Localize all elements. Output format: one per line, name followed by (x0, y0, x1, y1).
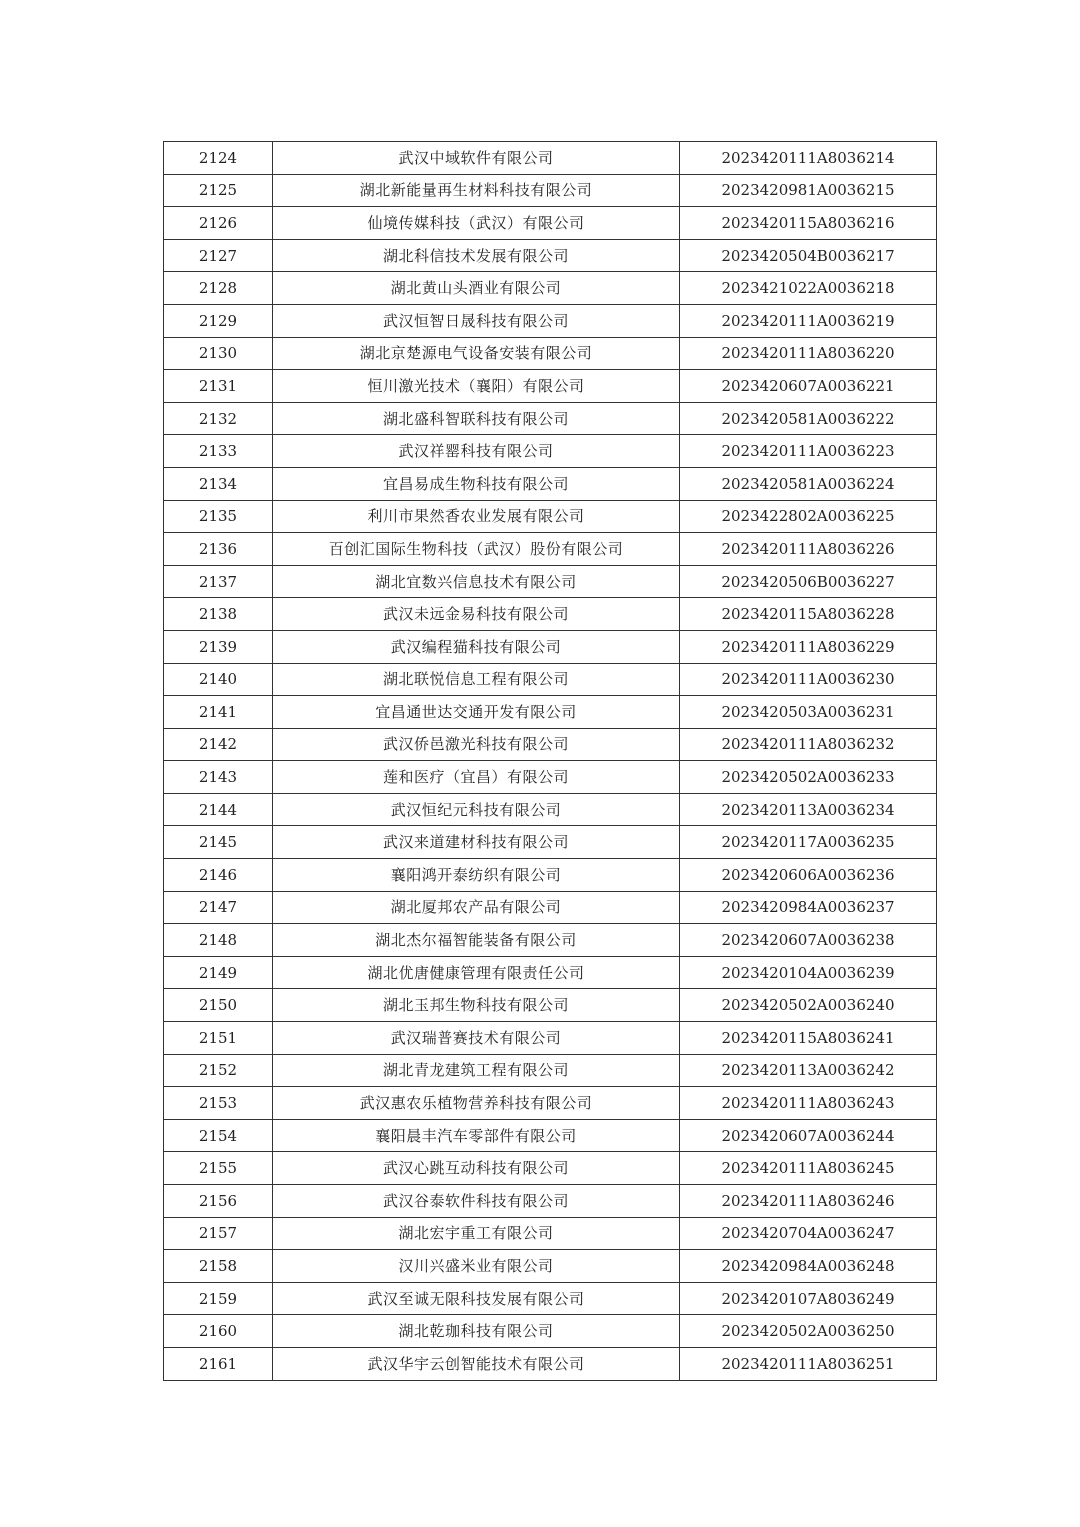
table-row (164, 533, 937, 566)
company-name-cell: 湖北厦邦农产品有限公司 (273, 891, 680, 924)
registration-code-cell: 2023420111A8036245 (680, 1152, 937, 1185)
company-name-cell: 武汉中域软件有限公司 (273, 142, 680, 175)
registration-code-cell: 2023421022A0036218 (680, 272, 937, 305)
company-registry-table (163, 141, 937, 1381)
table-row (164, 793, 937, 826)
table-row (164, 1152, 937, 1185)
row-number-cell: 2160 (164, 1315, 273, 1348)
row-number-cell: 2125 (164, 174, 273, 207)
row-number-cell: 2138 (164, 598, 273, 631)
registration-code-cell: 2023420111A8036214 (680, 142, 937, 175)
row-number-cell: 2142 (164, 728, 273, 761)
row-number-cell: 2161 (164, 1347, 273, 1380)
company-name-cell: 武汉祥罂科技有限公司 (273, 435, 680, 468)
row-number-cell: 2143 (164, 761, 273, 794)
table-row (164, 174, 937, 207)
registration-code-cell: 2023420606A0036236 (680, 859, 937, 892)
registration-code-cell: 2023420506B0036227 (680, 565, 937, 598)
company-name-cell: 湖北联悦信息工程有限公司 (273, 663, 680, 696)
row-number-cell: 2127 (164, 239, 273, 272)
company-name-cell: 武汉编程猫科技有限公司 (273, 630, 680, 663)
row-number-cell: 2134 (164, 467, 273, 500)
table-row (164, 500, 937, 533)
registration-code-cell: 2023422802A0036225 (680, 500, 937, 533)
company-name-cell: 湖北盛科智联科技有限公司 (273, 402, 680, 435)
company-name-cell: 莲和医疗（宜昌）有限公司 (273, 761, 680, 794)
row-number-cell: 2149 (164, 956, 273, 989)
table-row (164, 1185, 937, 1218)
company-name-cell: 宜昌通世达交通开发有限公司 (273, 696, 680, 729)
table-row (164, 989, 937, 1022)
registration-code-cell: 2023420111A0036230 (680, 663, 937, 696)
row-number-cell: 2159 (164, 1282, 273, 1315)
company-name-cell: 利川市果然香农业发展有限公司 (273, 500, 680, 533)
company-name-cell: 襄阳鸿开泰纺织有限公司 (273, 859, 680, 892)
registration-code-cell: 2023420503A0036231 (680, 696, 937, 729)
registration-code-cell: 2023420984A0036248 (680, 1250, 937, 1283)
company-name-cell: 武汉未远金易科技有限公司 (273, 598, 680, 631)
table-row (164, 402, 937, 435)
table-row (164, 663, 937, 696)
row-number-cell: 2150 (164, 989, 273, 1022)
row-number-cell: 2158 (164, 1250, 273, 1283)
registration-code-cell: 2023420581A0036222 (680, 402, 937, 435)
registration-code-cell: 2023420502A0036240 (680, 989, 937, 1022)
company-name-cell: 湖北新能量再生材料科技有限公司 (273, 174, 680, 207)
table-row (164, 956, 937, 989)
registration-code-cell: 2023420504B0036217 (680, 239, 937, 272)
company-name-cell: 武汉恒纪元科技有限公司 (273, 793, 680, 826)
table-row (164, 1217, 937, 1250)
row-number-cell: 2139 (164, 630, 273, 663)
registration-code-cell: 2023420111A8036243 (680, 1087, 937, 1120)
table-row (164, 891, 937, 924)
registration-code-cell: 2023420115A8036216 (680, 207, 937, 240)
company-name-cell: 湖北黄山头酒业有限公司 (273, 272, 680, 305)
table-row (164, 1250, 937, 1283)
registration-code-cell: 2023420981A0036215 (680, 174, 937, 207)
company-name-cell: 武汉惠农乐植物营养科技有限公司 (273, 1087, 680, 1120)
table-row (164, 598, 937, 631)
registration-code-cell: 2023420107A8036249 (680, 1282, 937, 1315)
registration-code-cell: 2023420111A8036229 (680, 630, 937, 663)
registration-code-cell: 2023420607A0036244 (680, 1119, 937, 1152)
table-row (164, 630, 937, 663)
registration-code-cell: 2023420607A0036221 (680, 370, 937, 403)
company-name-cell: 湖北京楚源电气设备安装有限公司 (273, 337, 680, 370)
registration-code-cell: 2023420111A8036226 (680, 533, 937, 566)
company-name-cell: 湖北玉邦生物科技有限公司 (273, 989, 680, 1022)
registration-code-cell: 2023420502A0036233 (680, 761, 937, 794)
company-name-cell: 武汉谷泰软件科技有限公司 (273, 1185, 680, 1218)
registration-code-cell: 2023420117A0036235 (680, 826, 937, 859)
table-row (164, 1022, 937, 1055)
table-row (164, 337, 937, 370)
company-name-cell: 武汉侨邑激光科技有限公司 (273, 728, 680, 761)
company-name-cell: 仙境传媒科技（武汉）有限公司 (273, 207, 680, 240)
registration-code-cell: 2023420581A0036224 (680, 467, 937, 500)
table-row (164, 761, 937, 794)
registration-code-cell: 2023420111A8036246 (680, 1185, 937, 1218)
company-name-cell: 武汉瑞普赛技术有限公司 (273, 1022, 680, 1055)
table-row (164, 1347, 937, 1380)
registration-code-cell: 2023420115A8036241 (680, 1022, 937, 1055)
company-name-cell: 湖北宏宇重工有限公司 (273, 1217, 680, 1250)
row-number-cell: 2141 (164, 696, 273, 729)
row-number-cell: 2126 (164, 207, 273, 240)
row-number-cell: 2124 (164, 142, 273, 175)
table-row (164, 435, 937, 468)
company-name-cell: 武汉来道建材科技有限公司 (273, 826, 680, 859)
registration-code-cell: 2023420113A0036234 (680, 793, 937, 826)
table-row (164, 1282, 937, 1315)
company-name-cell: 湖北宜数兴信息技术有限公司 (273, 565, 680, 598)
row-number-cell: 2151 (164, 1022, 273, 1055)
row-number-cell: 2147 (164, 891, 273, 924)
row-number-cell: 2128 (164, 272, 273, 305)
table-row (164, 304, 937, 337)
table-row (164, 239, 937, 272)
company-name-cell: 湖北乾珈科技有限公司 (273, 1315, 680, 1348)
row-number-cell: 2144 (164, 793, 273, 826)
table-row (164, 272, 937, 305)
registration-code-cell: 2023420115A8036228 (680, 598, 937, 631)
table-row (164, 565, 937, 598)
row-number-cell: 2154 (164, 1119, 273, 1152)
company-name-cell: 武汉至诚无限科技发展有限公司 (273, 1282, 680, 1315)
company-name-cell: 湖北杰尔福智能装备有限公司 (273, 924, 680, 957)
company-name-cell: 襄阳晨丰汽车零部件有限公司 (273, 1119, 680, 1152)
row-number-cell: 2136 (164, 533, 273, 566)
table-row (164, 924, 937, 957)
registration-code-cell: 2023420111A0036219 (680, 304, 937, 337)
table-row (164, 859, 937, 892)
table-row (164, 826, 937, 859)
row-number-cell: 2133 (164, 435, 273, 468)
row-number-cell: 2137 (164, 565, 273, 598)
table-row (164, 207, 937, 240)
row-number-cell: 2146 (164, 859, 273, 892)
company-name-cell: 湖北优唐健康管理有限责任公司 (273, 956, 680, 989)
table-row (164, 728, 937, 761)
row-number-cell: 2129 (164, 304, 273, 337)
company-name-cell: 百创汇国际生物科技（武汉）股份有限公司 (273, 533, 680, 566)
registration-code-cell: 2023420607A0036238 (680, 924, 937, 957)
row-number-cell: 2153 (164, 1087, 273, 1120)
row-number-cell: 2145 (164, 826, 273, 859)
row-number-cell: 2157 (164, 1217, 273, 1250)
row-number-cell: 2132 (164, 402, 273, 435)
company-name-cell: 恒川激光技术（襄阳）有限公司 (273, 370, 680, 403)
registration-code-cell: 2023420111A8036251 (680, 1347, 937, 1380)
table-row (164, 1119, 937, 1152)
company-name-cell: 湖北青龙建筑工程有限公司 (273, 1054, 680, 1087)
row-number-cell: 2135 (164, 500, 273, 533)
company-name-cell: 武汉华宇云创智能技术有限公司 (273, 1347, 680, 1380)
registration-code-cell: 2023420111A0036223 (680, 435, 937, 468)
row-number-cell: 2140 (164, 663, 273, 696)
table-row (164, 1087, 937, 1120)
table-row (164, 696, 937, 729)
registration-code-cell: 2023420111A8036232 (680, 728, 937, 761)
company-name-cell: 武汉心跳互动科技有限公司 (273, 1152, 680, 1185)
company-name-cell: 汉川兴盛米业有限公司 (273, 1250, 680, 1283)
registration-code-cell: 2023420704A0036247 (680, 1217, 937, 1250)
table-row (164, 1054, 937, 1087)
table-row (164, 370, 937, 403)
registration-code-cell: 2023420984A0036237 (680, 891, 937, 924)
row-number-cell: 2131 (164, 370, 273, 403)
registration-code-cell: 2023420111A8036220 (680, 337, 937, 370)
company-name-cell: 湖北科信技术发展有限公司 (273, 239, 680, 272)
registration-code-cell: 2023420104A0036239 (680, 956, 937, 989)
row-number-cell: 2155 (164, 1152, 273, 1185)
row-number-cell: 2152 (164, 1054, 273, 1087)
table-row (164, 1315, 937, 1348)
table-row (164, 142, 937, 175)
company-name-cell: 宜昌易成生物科技有限公司 (273, 467, 680, 500)
row-number-cell: 2130 (164, 337, 273, 370)
company-name-cell: 武汉恒智日晟科技有限公司 (273, 304, 680, 337)
registration-code-cell: 2023420502A0036250 (680, 1315, 937, 1348)
table-row (164, 467, 937, 500)
registration-code-cell: 2023420113A0036242 (680, 1054, 937, 1087)
table-body (164, 142, 937, 1381)
row-number-cell: 2148 (164, 924, 273, 957)
row-number-cell: 2156 (164, 1185, 273, 1218)
